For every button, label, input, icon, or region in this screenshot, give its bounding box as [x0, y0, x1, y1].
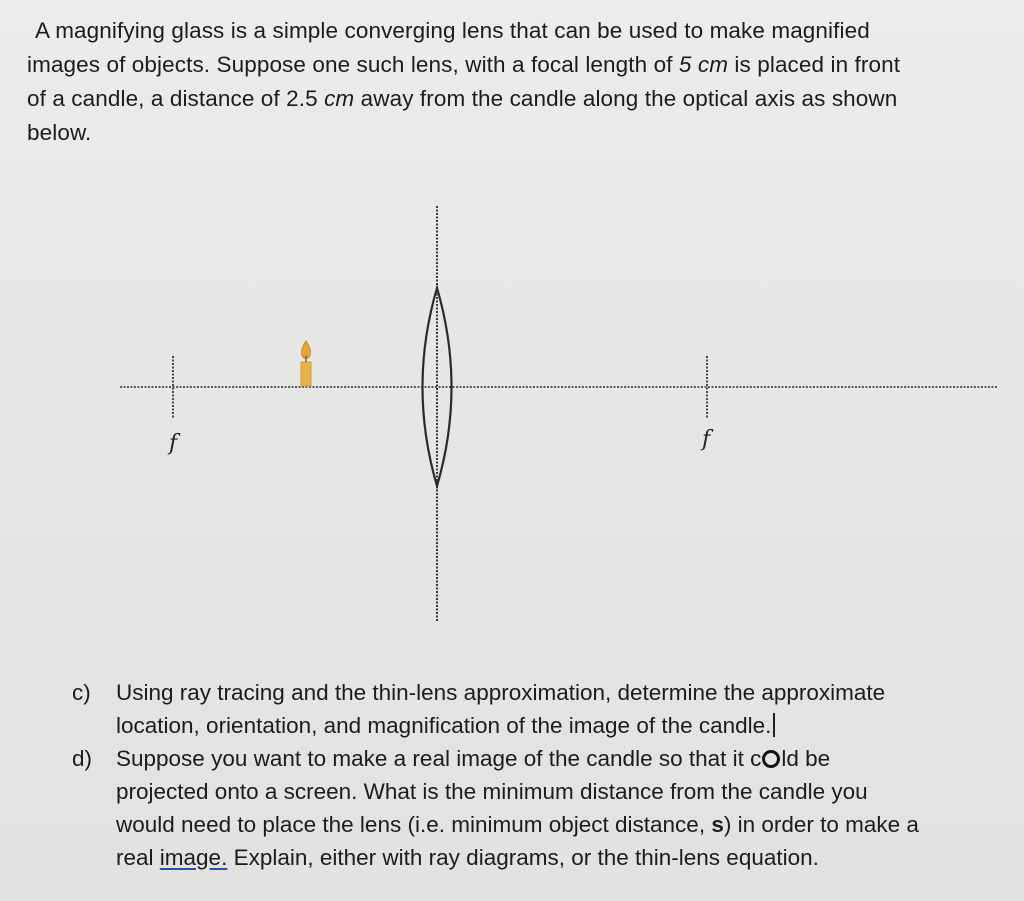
question-d-line-3-b: ) in order to make a	[723, 812, 919, 837]
question-d-line-1-a: Suppose you want to make a real image of the candle so that it c	[116, 746, 762, 771]
question-d-line-3	[116, 808, 1012, 841]
distance-unit: cm	[324, 86, 355, 111]
question-c	[72, 676, 1012, 742]
question-d-line-3-a: would need to place the lens (i.e. minimum object distance,	[116, 812, 712, 837]
question-c-label: c)	[72, 680, 91, 705]
mouse-cursor-icon	[762, 750, 780, 768]
question-d-line-1-b: ld be	[781, 746, 831, 771]
object-distance-symbol: s	[711, 812, 724, 837]
question-d-line-2: projected onto a screen. What is the minimum distance from the candle you	[116, 779, 868, 804]
focal-label-left: f	[169, 431, 178, 456]
intro-line-1: A magnifying glass is a simple converging lens that can be used to make magnified	[35, 18, 870, 43]
candle-body	[301, 362, 311, 386]
intro-line-2-text: images of objects. Suppose one such lens, with a focal length of	[27, 52, 679, 77]
intro-line-2-end: is placed in front	[728, 52, 901, 77]
question-c-line-1: Using ray tracing and the thin-lens approximation, determine the approximate	[116, 680, 886, 705]
question-d	[72, 742, 1012, 874]
question-d-line-4-a: real	[116, 845, 160, 870]
question-c-line-2	[116, 709, 1012, 742]
focal-label-right: f	[702, 427, 711, 452]
question-d-line-4	[116, 841, 1012, 874]
focal-length-value: 5 cm	[678, 52, 729, 77]
question-d-line-4-b: Explain, either with ray diagrams, or the thin-lens equation.	[227, 845, 819, 870]
intro-line-3-end: away from the candle along the optical axis as shown	[354, 86, 898, 111]
question-d-label: d)	[72, 746, 93, 771]
candle-flame	[302, 341, 311, 359]
question-list	[72, 676, 1012, 874]
question-c-line-2-text: location, orientation, and magnification of the image of the candle.	[116, 713, 772, 738]
underlined-word: image.	[159, 845, 228, 870]
text-caret	[773, 713, 775, 737]
question-d-line-1	[116, 742, 1012, 775]
intro-line-3-text: of a candle, a distance of 2.5	[27, 86, 325, 111]
intro-line-4: below.	[27, 120, 92, 145]
